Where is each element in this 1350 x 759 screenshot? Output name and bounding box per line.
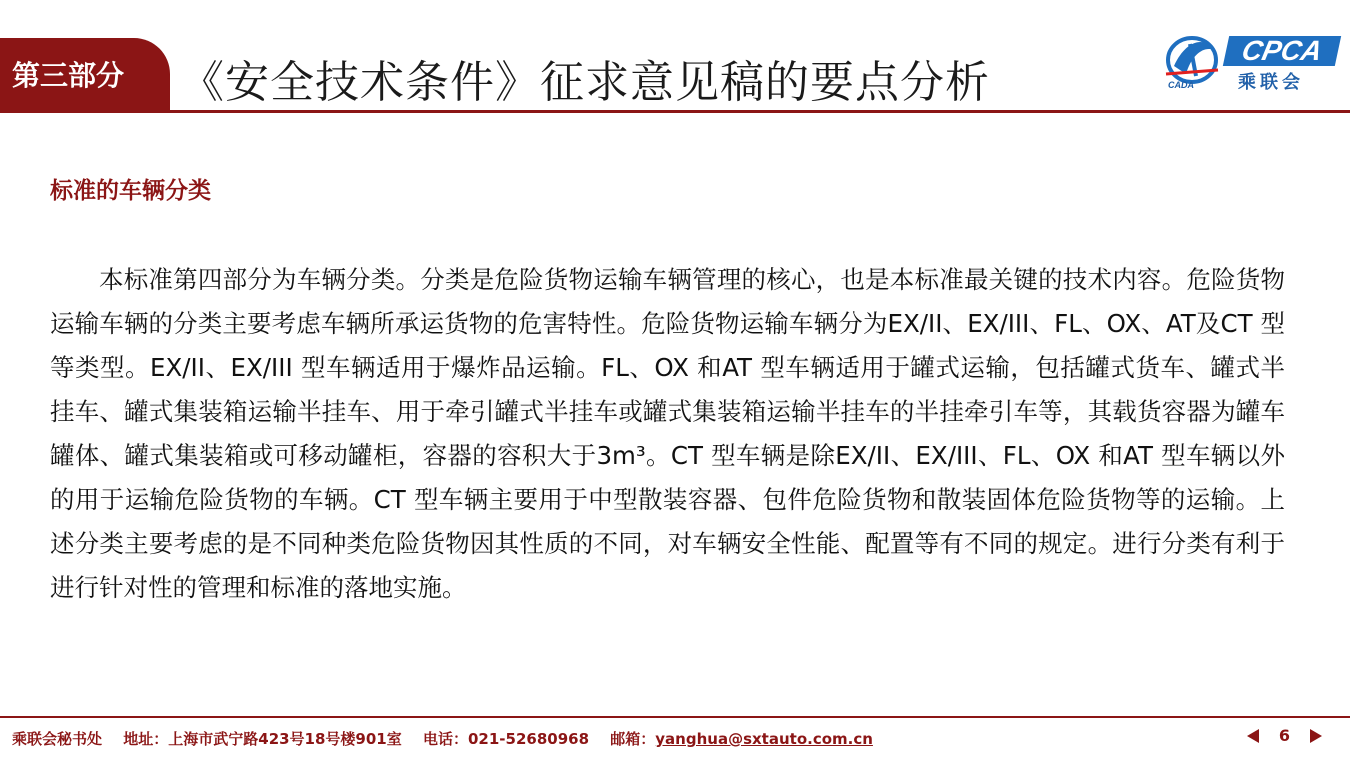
- footer-divider: [0, 716, 1350, 718]
- logo: [1160, 30, 1340, 94]
- header-divider: [0, 110, 1350, 113]
- footer-org: 乘联会秘书处: [12, 730, 103, 748]
- section-tab: 第三部分: [0, 38, 170, 110]
- section-subheading: 标准的车辆分类: [50, 178, 211, 204]
- logo-cn-name: 乘联会: [1238, 72, 1304, 93]
- footer-email-label: 邮箱：: [610, 730, 656, 748]
- slide-header: [0, 0, 1350, 118]
- footer: [12, 728, 889, 749]
- logo-wordmark: CPCA: [1223, 36, 1341, 66]
- body-paragraph: 本标准第四部分为车辆分类。分类是危险货物运输车辆管理的核心，也是本标准最关键的技术内容。危险货物运输车辆的分类主要考虑车辆所承运货物的危害特性。危险货物运输车辆分为EX/II、EX/III、FL、OX、AT及CT 型等类型。EX/II、EX/III 型车辆适用于爆炸品运输。FL、OX 和AT 型车辆适用于罐式运输，包括罐式货车、罐式半挂车、罐式集装箱运输半挂车、用于牵引罐式半挂车或罐式集装箱运输半挂车的半挂牵引车等，其载货容器为罐车罐体、罐式集装箱或可移动罐柜，容器的容积大于3m³。CT 型车辆是除EX/II、EX/III、FL、OX 和AT 型车辆以外的用于运输危险货物的车辆。CT 型车辆主要用于中型散装容器、包件危险货物和散装固体危险货物等的运输。上述分类主要考虑的是不同种类危险货物因其性质的不同，对车辆安全性能、配置等有不同的规定。进行分类有利于进行针对性的管理和标准的落地实施。: [50, 265, 1285, 602]
- footer-phone: 电话：021-52680968: [422, 730, 590, 748]
- page-number: 6: [1278, 726, 1290, 745]
- page-title: 《安全技术条件》征求意见稿的要点分析: [180, 57, 990, 108]
- footer-email-link[interactable]: yanghua@sxtauto.com.cn: [655, 730, 873, 748]
- prev-page-icon[interactable]: [1247, 729, 1259, 743]
- page-navigator: [1247, 726, 1322, 745]
- next-page-icon[interactable]: [1310, 729, 1322, 743]
- footer-address: 地址：上海市武宁路423号18号楼901室: [123, 730, 402, 748]
- logo-emblem-text: CADA: [1168, 80, 1194, 90]
